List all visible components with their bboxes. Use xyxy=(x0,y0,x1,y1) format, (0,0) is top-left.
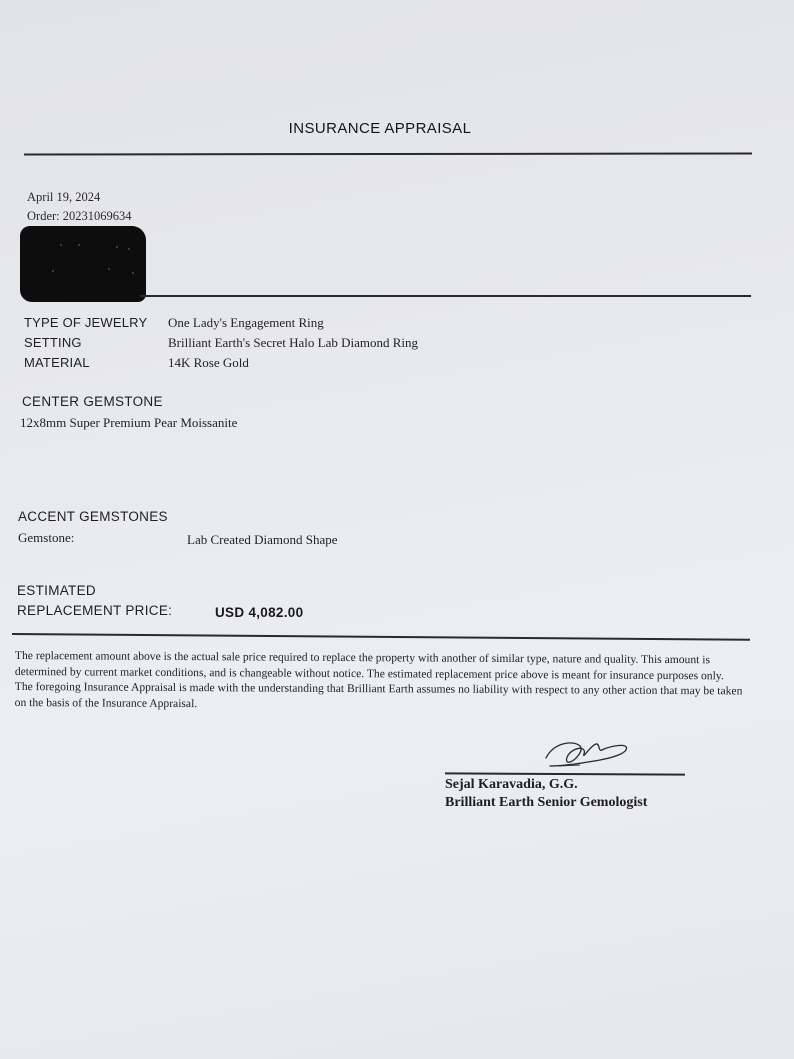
type-of-jewelry-value: One Lady's Engagement Ring xyxy=(168,315,324,330)
material-label: MATERIAL xyxy=(24,355,90,370)
material-value: 14K Rose Gold xyxy=(168,355,249,370)
type-of-jewelry-label: TYPE OF JEWELRY xyxy=(24,315,148,330)
setting-label: SETTING xyxy=(24,335,82,350)
appraisal-date: April 19, 2024 xyxy=(27,190,101,204)
order-number: Order: 20231069634 xyxy=(27,209,132,223)
replacement-price-value: USD 4,082.00 xyxy=(215,605,304,620)
center-gemstone-heading: CENTER GEMSTONE xyxy=(22,394,163,409)
signatory-name: Sejal Karavadia, G.G. xyxy=(445,777,578,792)
signature-line xyxy=(445,772,685,775)
center-gemstone-description: 12x8mm Super Premium Pear Moissanite xyxy=(20,415,238,430)
price-label-line1: ESTIMATED xyxy=(17,583,96,598)
title-divider xyxy=(24,152,752,155)
disclaimer-paragraph: The replacement amount above is the actual sale price required to replace the property with another of similar type, nature and quality. This amount is determined by current market conditions, and is changeable without notice. The estimated replacement price above is meant for insurance purposes only. The foregoing Insurance Appraisal is made with the understanding that Brilliant Earth assumes no liability with respect to any other action that may be taken on the basis of the Insurance Appraisal. xyxy=(14,649,743,710)
accent-gemstones-heading: ACCENT GEMSTONES xyxy=(18,509,168,524)
accent-gemstone-label: Gemstone: xyxy=(18,530,75,545)
accent-gemstone-value: Lab Created Diamond Shape xyxy=(187,532,338,547)
document-title: INSURANCE APPRAISAL xyxy=(288,120,472,137)
price-label-line2: REPLACEMENT PRICE: xyxy=(17,603,173,618)
address-divider xyxy=(140,295,751,297)
setting-value: Brilliant Earth's Secret Halo Lab Diamond Ring xyxy=(168,335,419,350)
price-divider xyxy=(12,633,750,641)
redacted-address-block xyxy=(20,226,146,302)
signatory-title: Brilliant Earth Senior Gemologist xyxy=(445,795,648,810)
handwritten-signature xyxy=(540,736,632,772)
